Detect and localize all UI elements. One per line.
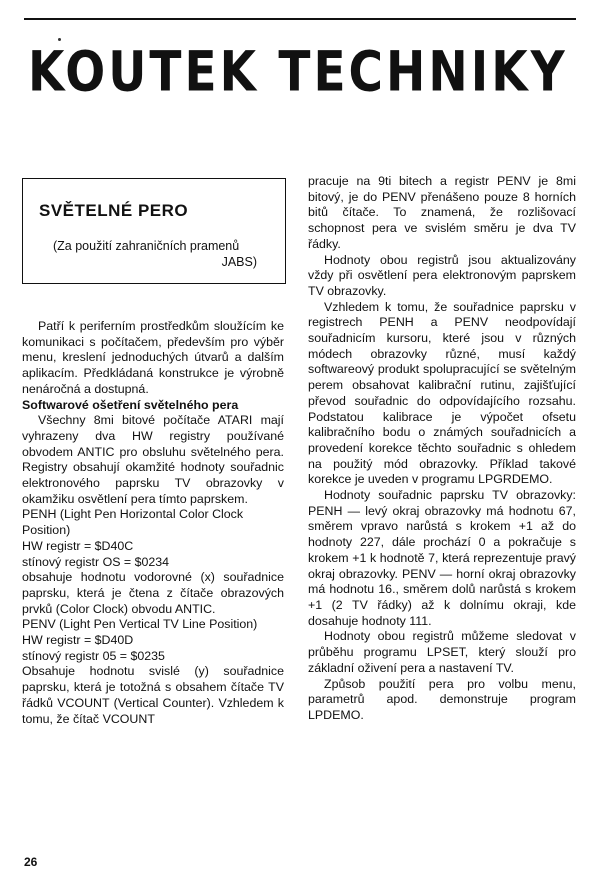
right-column [308,174,576,724]
subheading: Softwarové ošetření světelného pera [22,397,239,412]
paragraph: Hodnoty obou registrů jsou aktualizovány vždy při osvětlení pera elektronovým paprskem TV obrazovky. [308,252,576,298]
author-name: JABS) [221,255,257,269]
paragraph: Způsob použití pera pro volbu menu, parametrů apod. demonstruje program LPDEMO. [308,676,576,722]
source-note-text: (Za použití zahraničních pramenů [53,239,240,253]
register-address: HW registr = $D40C [22,538,134,553]
left-column [22,319,284,727]
paragraph: Obsahuje hodnotu svislé (y) souřadnice paprsku, která je totožná s obsahem čítače TV řádků VCOUNT (Vertical Counter). Vzhledem k tomu, že čítač VCOUNT [22,664,284,726]
paragraph: pracuje na 9ti bitech a registr PENV je 8mi bitový, je do PENV přenášeno pouze 8 horních bitů čítače. To znamená, že rozlišovací schopnost pera ve svislém směru je dva TV řádky. [308,174,576,251]
article-source-note [39,238,271,270]
top-rule [24,18,576,20]
register-address: HW registr = $D40D [22,633,134,648]
paragraph: Vzhledem k tomu, že souřadnice paprsku v registrech PENH a PENV neodpovídají souřadnicím kursoru, které jsou v různých módech obrazovky různé, musí každý softwareový produkt spolupracující se světelným perem obsahovat kalibrační rutinu, zajišťující převod souřadnic do odpovídajícího rozsahu. Podstatou kalibrace je výpočet ofsetu kalibračního bodu o známých souřadnicích a provedení korekce těchto souřadnic s ohledem na použitý mód obrazovky. Příklad takové korekce je uveden v programu LPGRDEMO. [308,299,576,487]
register-name: PENV (Light Pen Vertical TV Line Position) [22,617,258,632]
paragraph: Všechny 8mi bitové počítače ATARI mají vyhrazeny dva HW registry používané obvodem ANTIC pro obsluhu světelného pera. Registry obsahují okamžité hodnoty souřadnic elektronového paprsku TV obrazovky v okamžiku osvětlení pera tímto paprskem. [22,413,284,506]
register-name: PENH (Light Pen Horizontal Color Clock Position) [22,507,244,538]
shadow-register-address: stínový registr 05 = $0235 [22,648,165,663]
section-masthead: KOUTEK TECHNIKY [28,40,568,105]
paragraph: Hodnoty souřadnic paprsku TV obrazovky: PENH — levý okraj obrazovky má hodnotu 67, směrem vpravo narůstá s krokem +1 až do hodnoty 227, dále prochází 0 a pokračuje s krokem +1 k hodnotě 7, která reprezentuje pravý okraj obrazovky. PENV — horní okraj obrazovky má hodnotu 16., směrem dolů narůstá s krokem +1 (2 TV řádky) až k dolnímu okraji, kde dosahuje hodnoty 111. [308,488,576,628]
page-number: 26 [24,855,38,869]
shadow-register-address: stínový registr OS = $0234 [22,554,170,569]
article-title-box [22,178,286,284]
paragraph: Hodnoty obou registrů můžeme sledovat v průběhu programu LPSET, který slouží pro základní oživení pera a nastavení TV. [308,629,576,675]
paragraph: Patří k periferním prostředkům sloužícím ke komunikaci s počítačem, především pro výběr menu, kreslení jednoduchých útvarů a dalším aplikacím. Předkládaná konstrukce je výrobně nenáročná a dostupná. [22,319,284,396]
paragraph: obsahuje hodnotu vodorovné (x) souřadnice paprsku, která je čtena z čítače obrazových prvků (Color Clock) obvodu ANTIC. [22,570,284,616]
article-title: SVĚTELNÉ PERO [39,201,189,220]
